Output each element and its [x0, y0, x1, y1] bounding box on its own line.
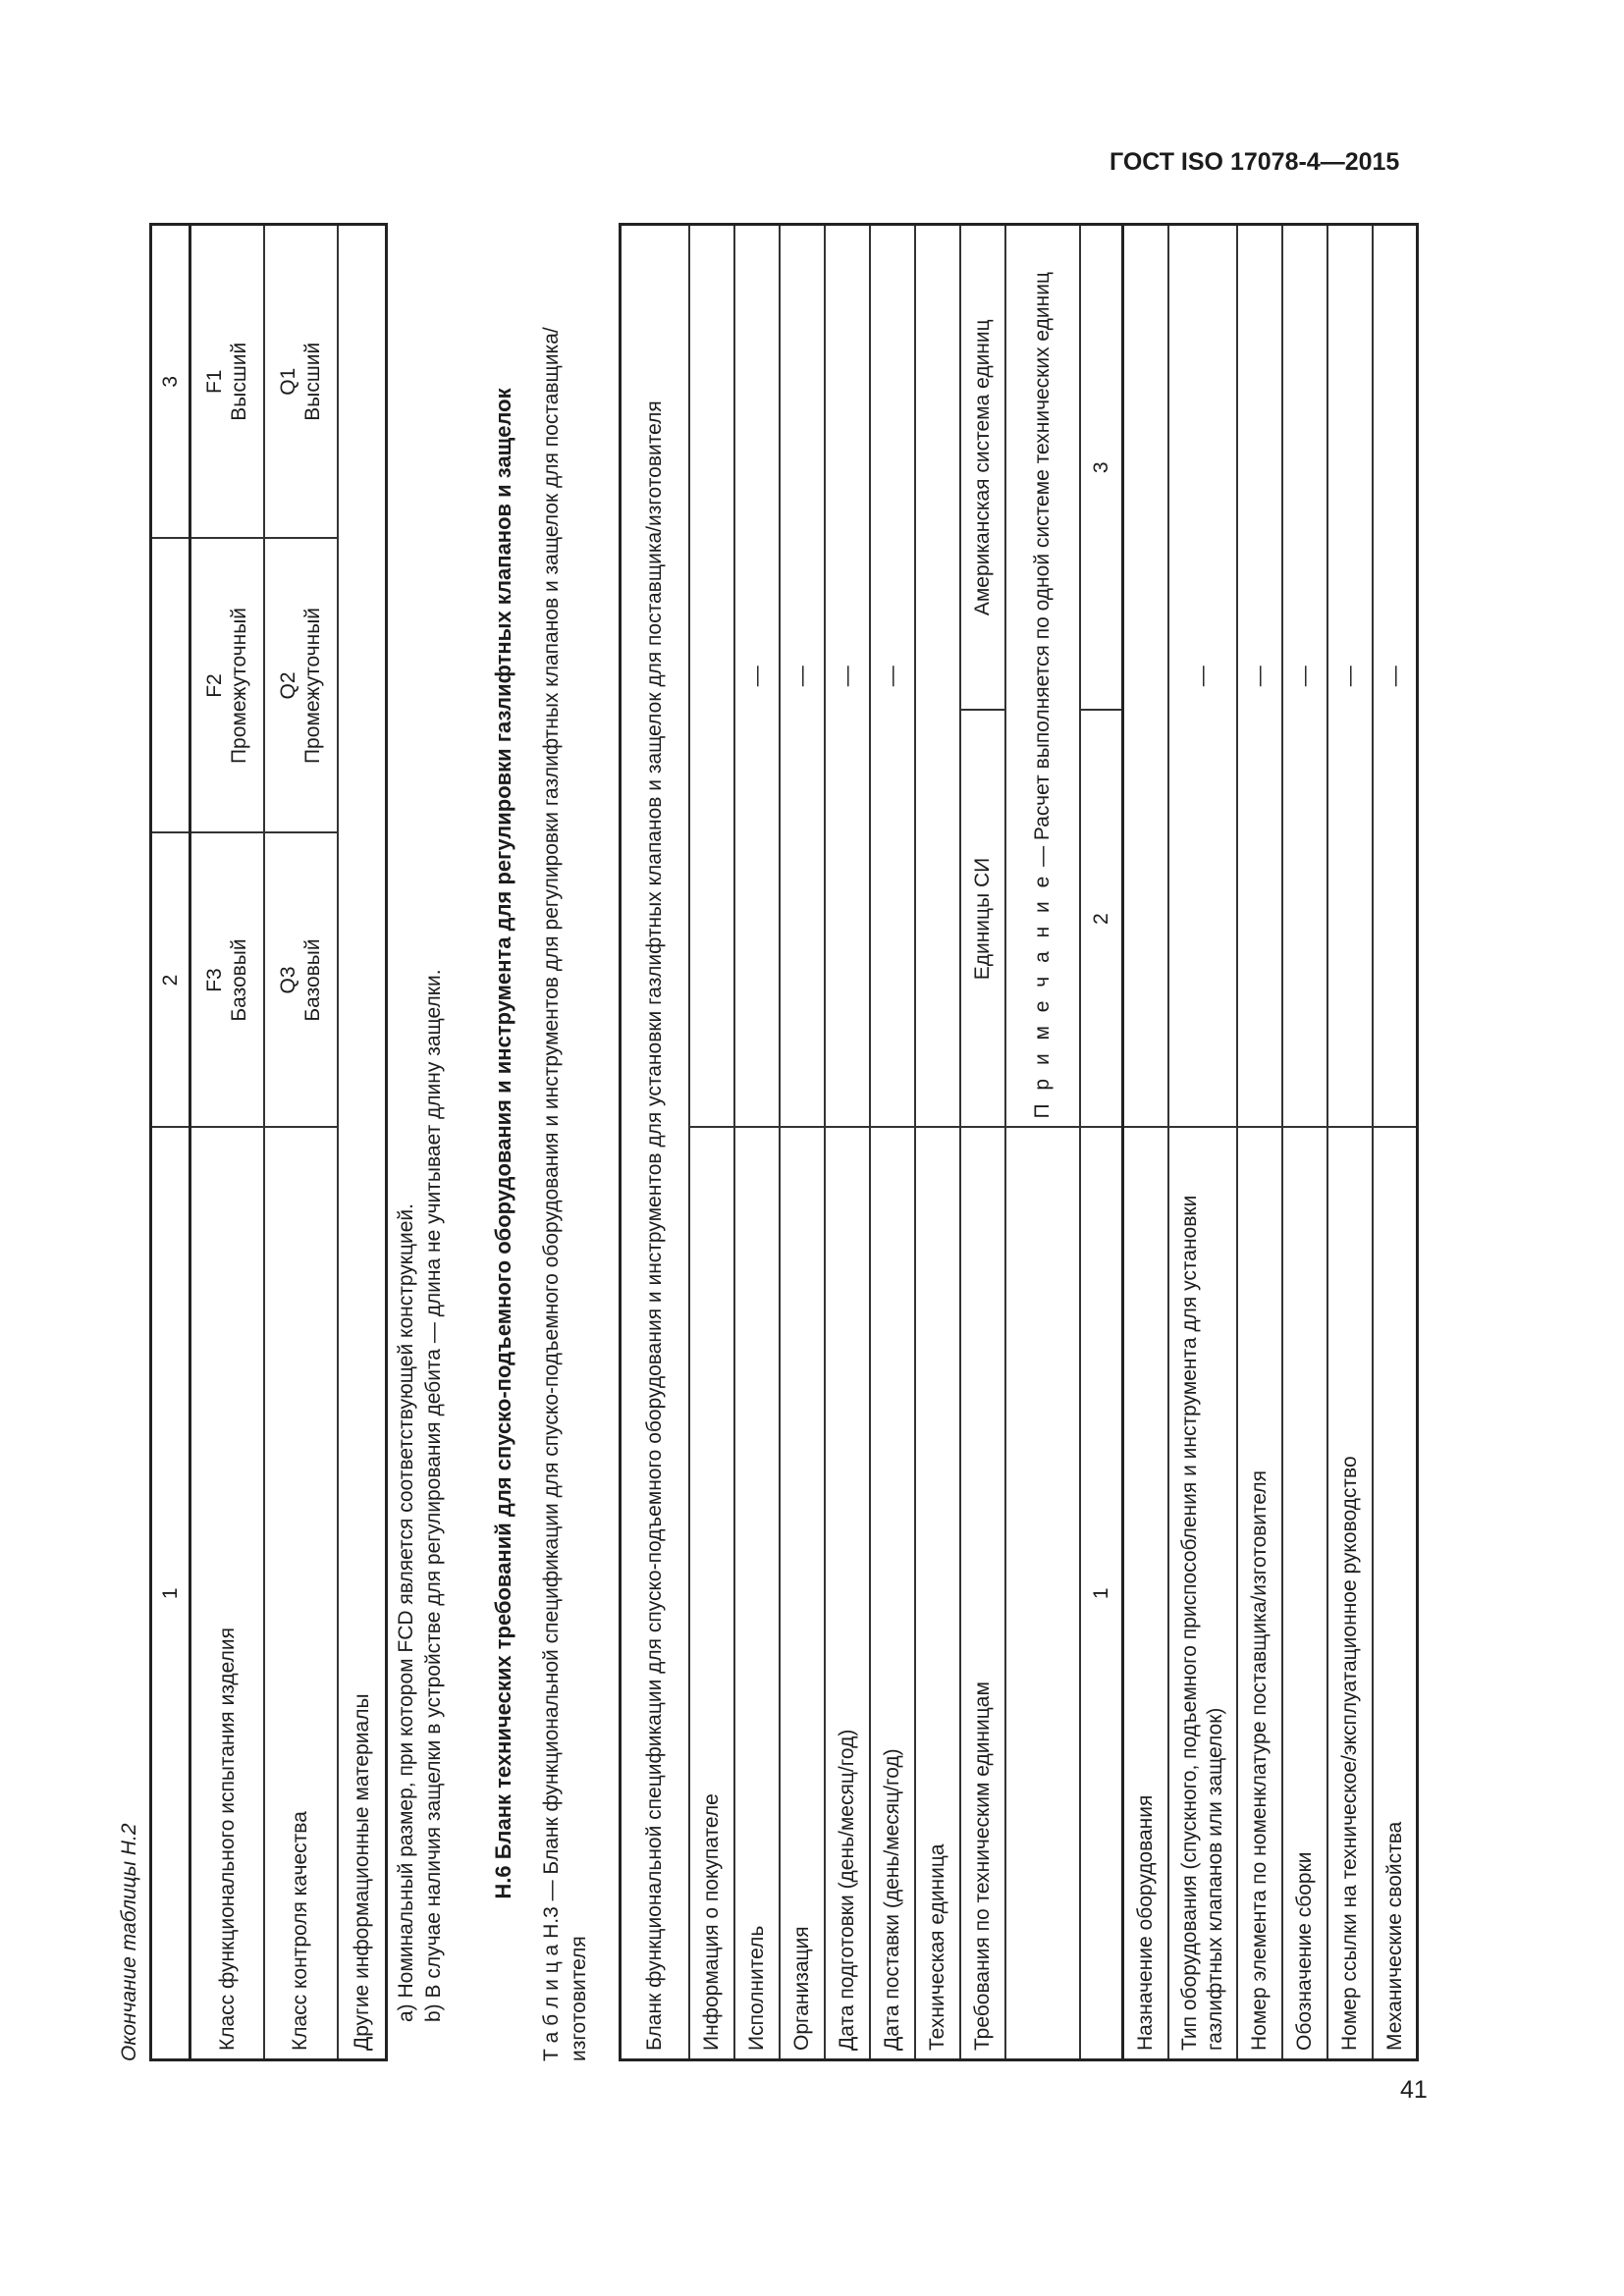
col-header-3a	[151, 539, 190, 833]
row-label: Дата подготовки (день/месяц/год)	[825, 1128, 870, 2060]
row-value: —	[1237, 224, 1282, 1127]
row-label: Дата поставки (день/месяц/год)	[870, 1128, 915, 2060]
footnotes	[393, 969, 449, 2022]
table-h3	[619, 223, 1419, 2061]
units-us: Американская система единиц	[960, 224, 1005, 710]
row-value	[1123, 224, 1168, 1127]
col-header-2: 2	[151, 833, 190, 1128]
cell-value: F3 Базовый	[190, 833, 264, 1128]
row-label: Исполнитель	[734, 1128, 780, 2060]
note-cell	[1005, 224, 1080, 1127]
row-value	[689, 224, 734, 1127]
row-value	[915, 224, 960, 1127]
row-value: —	[734, 224, 780, 1127]
note-prefix: П р и м е ч а н и е	[1030, 872, 1054, 1119]
row-value: —	[1282, 224, 1327, 1127]
col-header-1: 1	[151, 1128, 190, 2060]
table-continuation-label: Окончание таблицы H.2	[118, 1823, 140, 2061]
rotated-page-content	[108, 226, 1443, 2061]
table-title-row: Бланк функциональной спецификации для спуско-подъемного оборудования и инструментов для установки газлифтных клапанов и защелок для поставщика/изготовителя	[621, 224, 689, 2059]
cell-value: F1 Высший	[190, 225, 264, 539]
footnote-a: a) Номинальный размер, при котором FCD является соответствующей конструкцией.	[395, 1203, 417, 2022]
table-caption-prefix: Т а б л и ц а	[540, 1944, 563, 2061]
col-header-1: 1	[1080, 1128, 1123, 2060]
row-label: Тип оборудования (спускного, подъемного приспособления и инструмента для установки газлифтных клапанов или защелок)	[1168, 1128, 1237, 2060]
col-header-2: 2	[1080, 711, 1123, 1128]
table-caption-text: H.3 — Бланк функциональной спецификации для спуско-подъемного оборудования и инструментов для регулировки газлифтных клапанов и защелок для поставщика/изготовителя	[540, 327, 591, 2061]
units-row-label: Требования по техническим единицам	[960, 1128, 1005, 2060]
page-number: 41	[1400, 2076, 1428, 2104]
row-value: —	[870, 224, 915, 1127]
col-header-3: 3	[1080, 224, 1123, 710]
note-row-empty	[1005, 1128, 1080, 2060]
cell-value: Q3 Базовый	[264, 833, 338, 1128]
row-label: Класс контроля качества	[264, 1128, 338, 2060]
cell-value: F2 Промежуточный	[190, 539, 264, 833]
units-si: Единицы СИ	[960, 711, 1005, 1128]
row-label: Номер элемента по номенклатуре поставщика/изготовителя	[1237, 1128, 1282, 2060]
row-label: Класс функционального испытания изделия	[190, 1128, 264, 2060]
table-caption	[538, 226, 594, 2061]
footnote-b: b) В случае наличия защелки в устройстве для регулирования дебита — длина не учитывает длину защелки.	[422, 969, 446, 2022]
row-label: Механические свойства	[1373, 1128, 1418, 2060]
cell-value: Q1 Высший	[264, 225, 338, 539]
document-code: ГОСТ ISO 17078-4—2015	[1110, 148, 1400, 176]
row-label: Обозначение сборки	[1282, 1128, 1327, 2060]
row-label: Другие информационные материалы	[338, 225, 387, 2060]
row-label: Информация о покупателе	[689, 1128, 734, 2060]
row-value: —	[780, 224, 825, 1127]
row-label: Назначение оборудования	[1123, 1128, 1168, 2060]
col-header-3: 3	[151, 225, 190, 539]
note-text: — Расчет выполняется по одной системе технических единиц	[1030, 272, 1054, 873]
row-label: Техническая единица	[915, 1128, 960, 2060]
section-title: H.6 Бланк технических требований для спуско-подъемного оборудования и инструмента для регулировки газлифтных клапанов и защелок	[491, 388, 515, 1899]
row-value: —	[1373, 224, 1418, 1127]
cell-value: Q2 Промежуточный	[264, 539, 338, 833]
row-value: —	[1168, 224, 1237, 1127]
table-h2-end	[149, 223, 388, 2061]
row-value: —	[1327, 224, 1373, 1127]
row-label: Организация	[780, 1128, 825, 2060]
row-value: —	[825, 224, 870, 1127]
row-label: Номер ссылки на техническое/эксплуатационное руководство	[1327, 1128, 1373, 2060]
